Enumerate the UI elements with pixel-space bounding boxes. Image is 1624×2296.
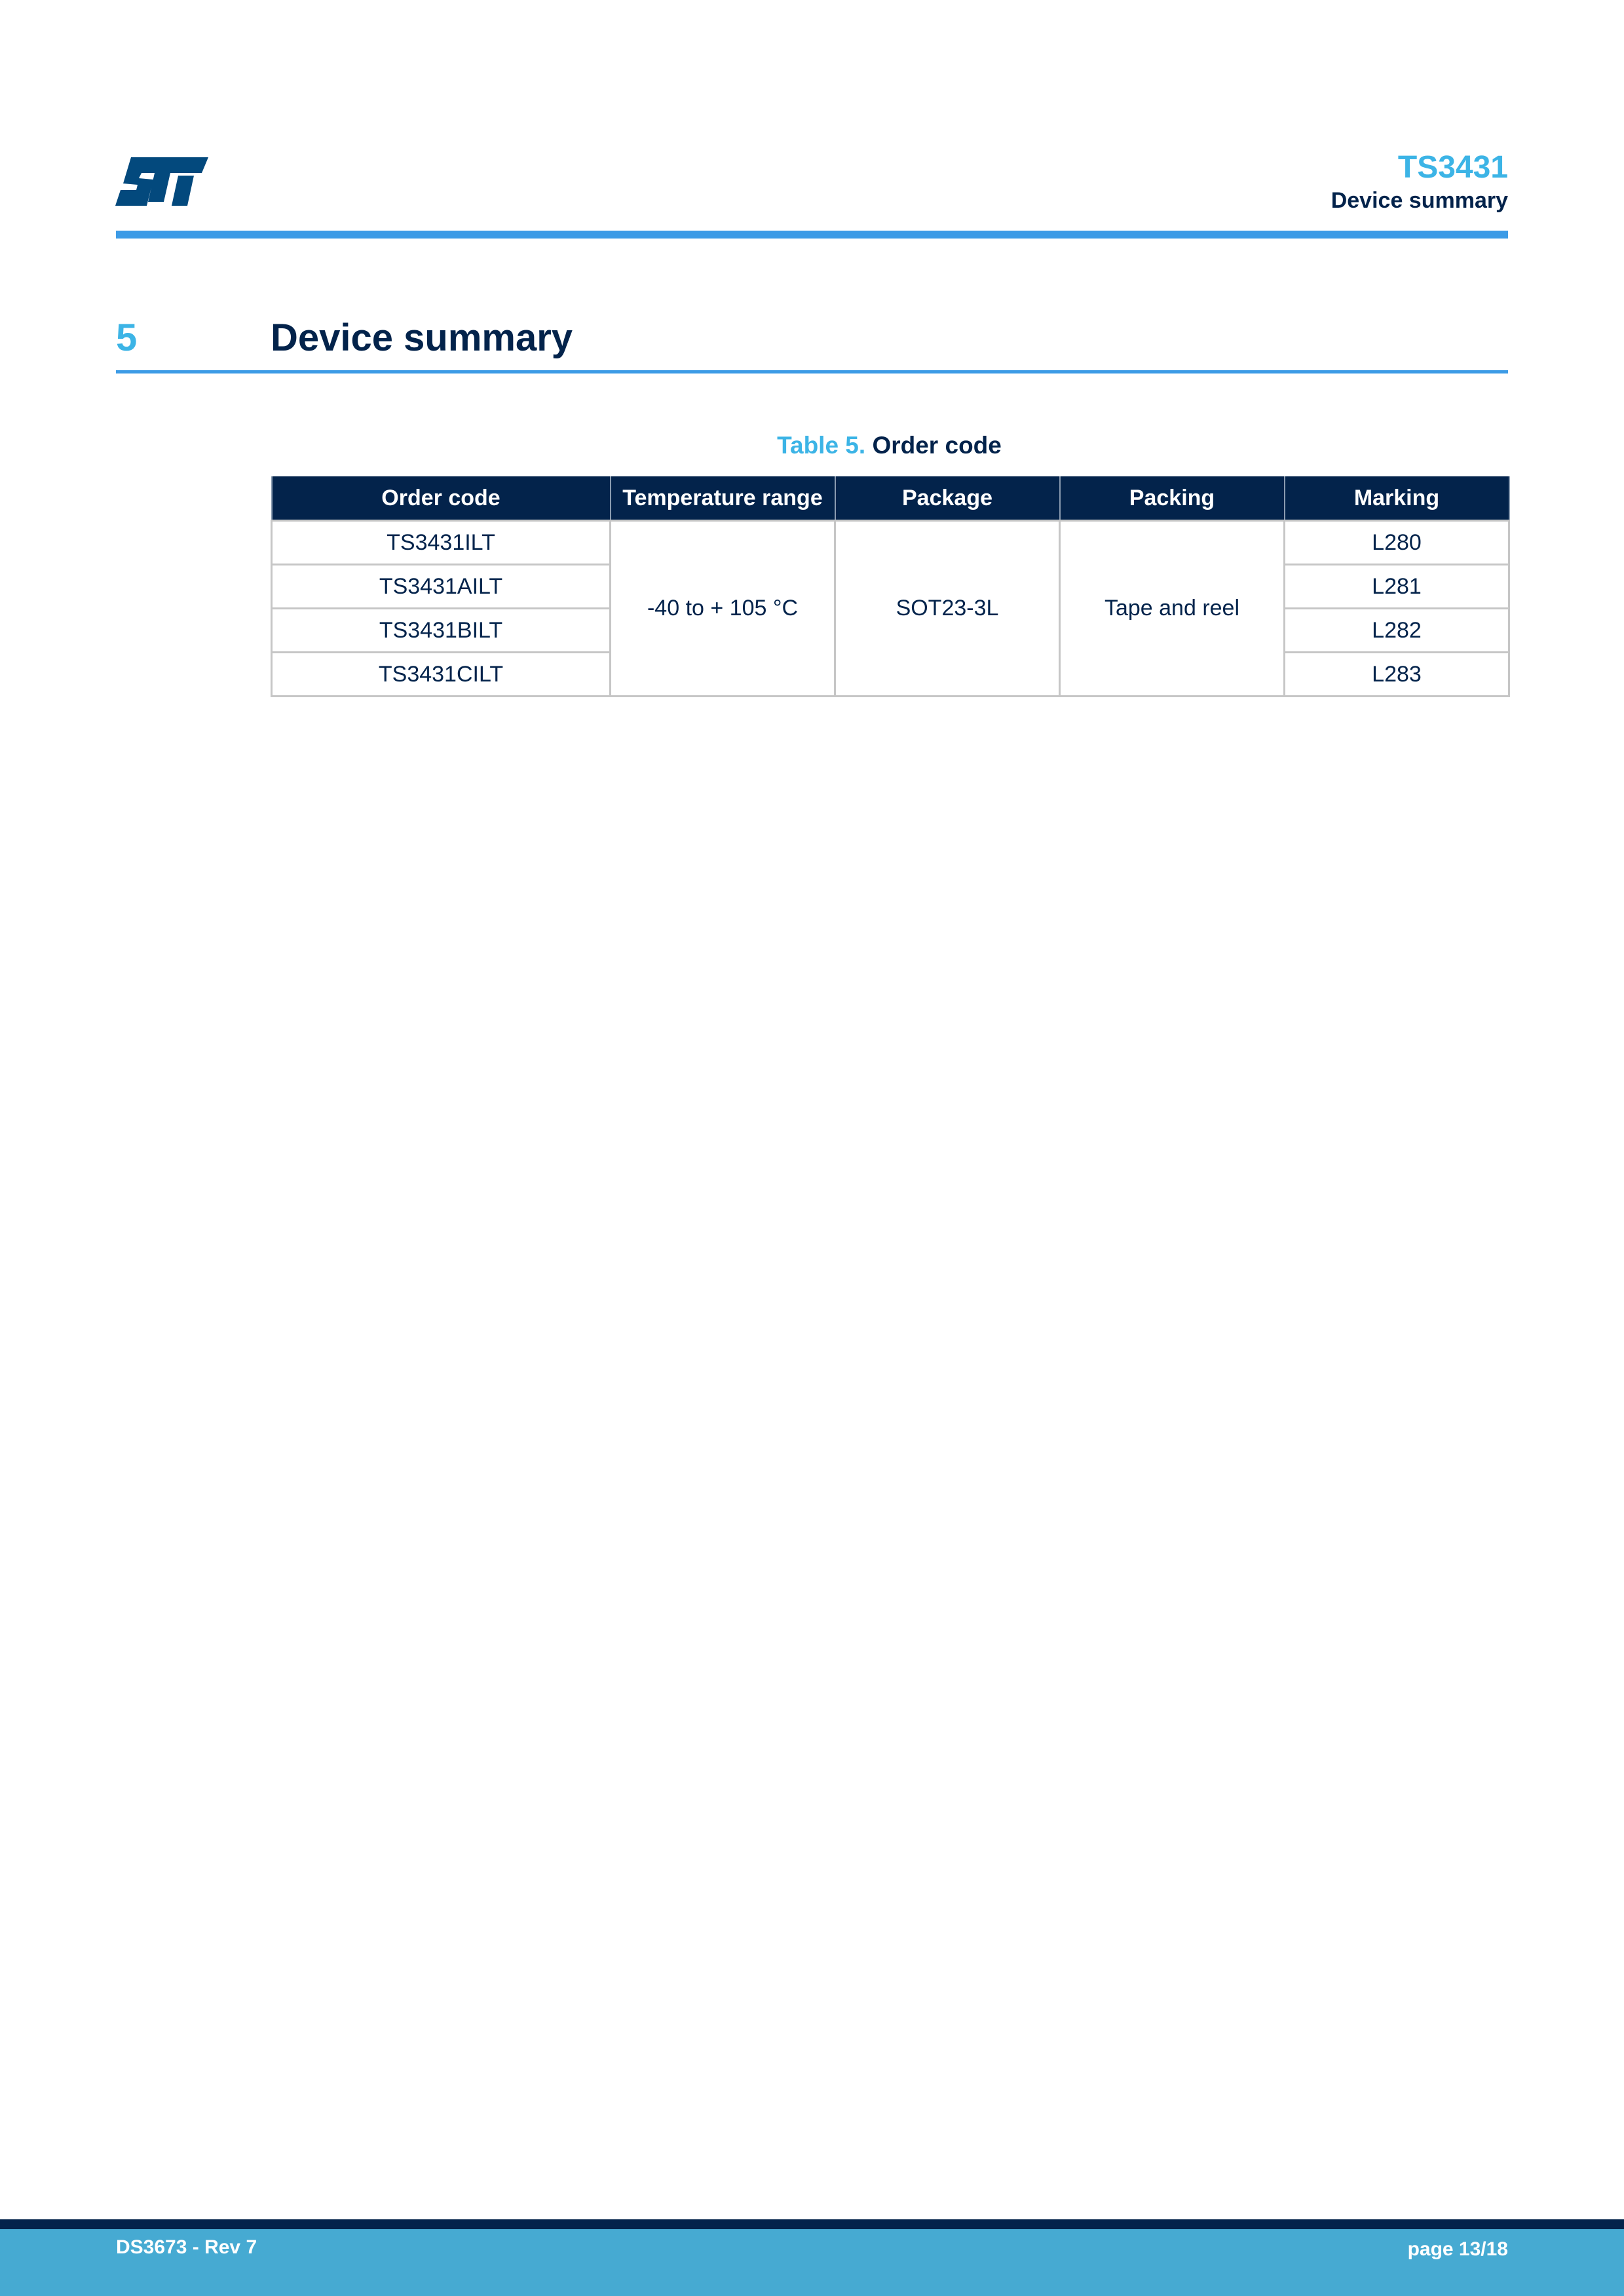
footer-top-stripe <box>0 2219 1624 2229</box>
column-header-marking: Marking <box>1285 476 1509 521</box>
table-row <box>272 521 1509 565</box>
table-caption-title: Order code <box>872 432 1002 459</box>
section-title: Device summary <box>271 316 573 359</box>
package-cell: SOT23-3L <box>835 521 1060 697</box>
marking-cell: L280 <box>1285 521 1509 565</box>
footer-page-number: page 13/18 <box>1407 2238 1508 2260</box>
marking-cell: L281 <box>1285 565 1509 609</box>
order-code-cell: TS3431CILT <box>272 653 611 697</box>
packing-cell: Tape and reel <box>1060 521 1285 697</box>
section-number: 5 <box>116 316 138 359</box>
order-code-table <box>271 476 1510 697</box>
column-header-packing: Packing <box>1060 476 1285 521</box>
order-code-cell: TS3431BILT <box>272 609 611 653</box>
column-header-package: Package <box>835 476 1060 521</box>
st-logo-t-shape <box>172 176 194 206</box>
table-caption-prefix: Table 5. <box>777 432 866 459</box>
table-header-row <box>272 476 1509 521</box>
table-caption <box>271 429 1508 462</box>
header-section-name: Device summary <box>1331 188 1508 213</box>
st-logo-s-shape <box>115 157 208 206</box>
header-product-name: TS3431 <box>1397 150 1508 185</box>
column-header-order-code: Order code <box>272 476 611 521</box>
section-divider <box>116 370 1508 373</box>
footer-document-id: DS3673 - Rev 7 <box>116 2236 257 2258</box>
temperature-range-cell: -40 to + 105 °C <box>611 521 835 697</box>
marking-cell: L283 <box>1285 653 1509 697</box>
marking-cell: L282 <box>1285 609 1509 653</box>
order-code-cell: TS3431AILT <box>272 565 611 609</box>
header-divider <box>116 231 1508 239</box>
st-logo <box>115 156 208 207</box>
order-code-cell: TS3431ILT <box>272 521 611 565</box>
running-header <box>1331 149 1508 214</box>
column-header-temperature-range: Temperature range <box>611 476 835 521</box>
